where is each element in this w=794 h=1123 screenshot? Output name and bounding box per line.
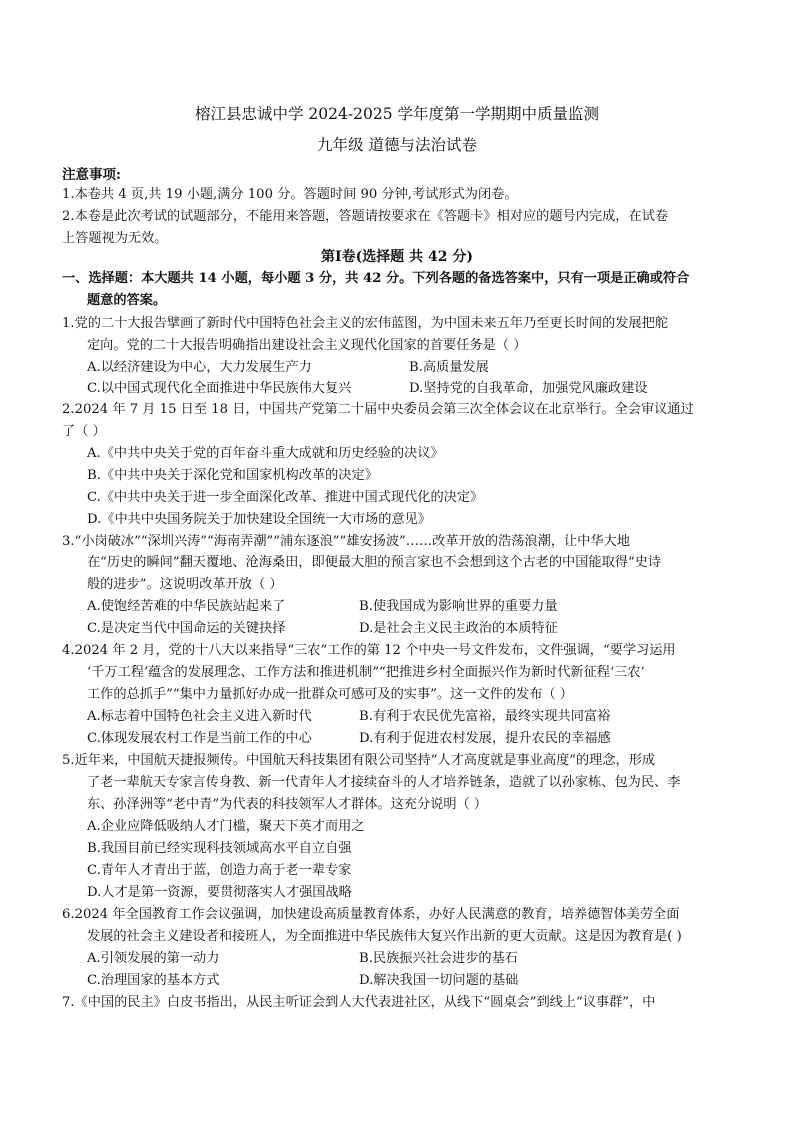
q2-option-d: D.《中共中央国务院关于加快建设全国统一大市场的意见》 [87,512,431,527]
q2-option-b: B.《中共中央关于深化党和国家机构改革的决定》 [87,468,378,483]
q1-option-b: B.高质量发展 [409,360,489,375]
q5-stem-line-2: 了老一辈航天专家言传身教、新一代青年人才接续奋斗的人才培养链条，造就了以孙家栋、包为民、李 [87,775,681,790]
exam-subtitle: 九年级 道德与法治试卷 [317,136,477,154]
section-instruction-line-1: 一、选择题：本大题共 14 小题，每小题 3 分，共 42 分。下列各题的备选答案中，只有一项是正确或符合 [62,271,690,286]
q4-stem-line-2: ‘千万工程’蕴含的发展理念、工作方法和推进机制”“把推进乡村全面振兴作为新时代新征程‘三农’ [87,665,645,680]
q3-stem-line-3: 般的进步”。这说明改革开放（ ） [87,577,283,592]
q4-option-a: A.标志着中国特色社会主义进入新时代 [87,709,312,724]
q3-stem-line-1: 3.“小岗破冰”“深圳兴涛”“海南弄潮”“浦东逐浪”“雄安扬波”……改革开放的浩荡浪潮，让中华大地 [62,534,630,549]
q2-stem-line-1: 2.2024 年 7 月 15 日至 18 日，中国共产党第二十届中央委员会第三次全体会议在北京举行。全会审议通过 [62,402,694,417]
q6-stem-line-1: 6.2024 年全国教育工作会议强调，加快建设高质量教育体系，办好人民满意的教育，培养德智体美劳全面 [62,907,680,922]
q6-option-c: C.治理国家的基本方式 [87,973,220,988]
q5-option-c: C.青年人才青出于蓝，创造力高于老一辈专家 [87,863,352,878]
section-instruction-line-2: 题意的答案。 [87,293,167,308]
q1-stem-line-2: 定向。党的二十大报告明确指出建设社会主义现代化国家的首要任务是（ ） [87,338,527,353]
q1-option-c: C.以中国式现代化全面推进中华民族伟大复兴 [87,381,352,396]
q1-stem-line-1: 1.党的二十大报告擘画了新时代中国特色社会主义的宏伟蓝图，为中国未来五年乃至更长时间的发展把舵 [62,316,669,331]
q2-option-a: A.《中共中央关于党的百年奋斗重大成就和历史经验的决议》 [87,446,444,461]
q1-option-d: D.坚持党的自我革命，加强党风廉政建设 [409,381,648,396]
notice-item-2-line-2: 上答题视为无效。 [62,231,168,246]
q3-option-a: A.使饱经苦难的中华民族站起来了 [87,599,286,614]
section-title: 第Ⅰ卷(选择题 共 42 分) [321,249,473,265]
q2-stem-line-2: 了（ ） [62,424,106,439]
q5-stem-line-1: 5.近年来，中国航天捷报频传。中国航天科技集团有限公司坚持“人才高度就是事业高度”的理念，形成 [62,753,656,768]
q5-option-b: B.我国目前已经实现科技领域高水平自立自强 [87,841,352,856]
q5-option-d: D.人才是第一资源，要贯彻落实人才强国战略 [87,885,352,900]
q4-stem-line-1: 4.2024 年 2 月，党的十八大以来指导“三农”工作的第 12 个中央一号文件发布，文件强调，“要学习运用 [62,643,676,658]
q3-option-d: D.是社会主义民主政治的本质特征 [359,621,558,636]
q6-stem-line-2: 发展的社会主义建设者和接班人，为全面推进中华民族伟大复兴作出新的更大贡献。这是因为教育是( ) [87,929,682,944]
q4-option-b: B.有利于农民优先富裕，最终实现共同富裕 [359,709,611,724]
q3-stem-line-2: 在“历史的瞬间”翻天覆地、沧海桑田，即便最大胆的预言家也不会想到这个古老的中国能取得“史诗 [87,555,662,570]
q5-option-a: A.企业应降低吸纳人才门槛，聚天下英才而用之 [87,819,365,834]
notice-heading: 注意事项: [62,167,121,183]
q3-option-b: B.使我国成为影响世界的重要力量 [359,599,558,614]
q1-option-a: A.以经济建设为中心，大力发展生产力 [87,360,312,375]
q5-stem-line-3: 东、孙泽洲等“老中青”为代表的科技领军人才群体。这充分说明（ ） [87,797,488,812]
q4-option-d: D.有利于促进农村发展，提升农民的幸福感 [359,731,611,746]
notice-item-1: 1.本卷共 4 页,共 19 小题,满分 100 分。答题时间 90 分钟,考试形式为闭卷。 [62,187,518,202]
q6-option-b: B.民族振兴社会进步的基石 [359,951,518,966]
q2-option-c: C.《中共中央关于进一步全面深化改革、推进中国式现代化的决定》 [87,490,484,505]
q6-option-a: A.引领发展的第一动力 [87,951,220,966]
q6-option-d: D.解决我国一切问题的基础 [359,973,519,988]
exam-title: 榕江县忠诚中学 2024-2025 学年度第一学期期中质量监测 [195,105,599,123]
q7-stem-line-1: 7.《中国的民主》白皮书指出，从民主听证会到人大代表进社区，从线下“圆桌会”到线上“议事群”，中 [62,995,656,1010]
q4-option-c: C.体现发展农村工作是当前工作的中心 [87,731,312,746]
q3-option-c: C.是决定当代中国命运的关键抉择 [87,621,286,636]
q4-stem-line-3: 工作的总抓手”“集中力量抓好办成一批群众可感可及的实事”。这一文件的发布（ ） [87,687,573,702]
notice-item-2-line-1: 2.本卷是此次考试的试题部分，不能用来答题，答题请按要求在《答题卡》相对应的题号内完成，在试卷 [62,209,669,224]
